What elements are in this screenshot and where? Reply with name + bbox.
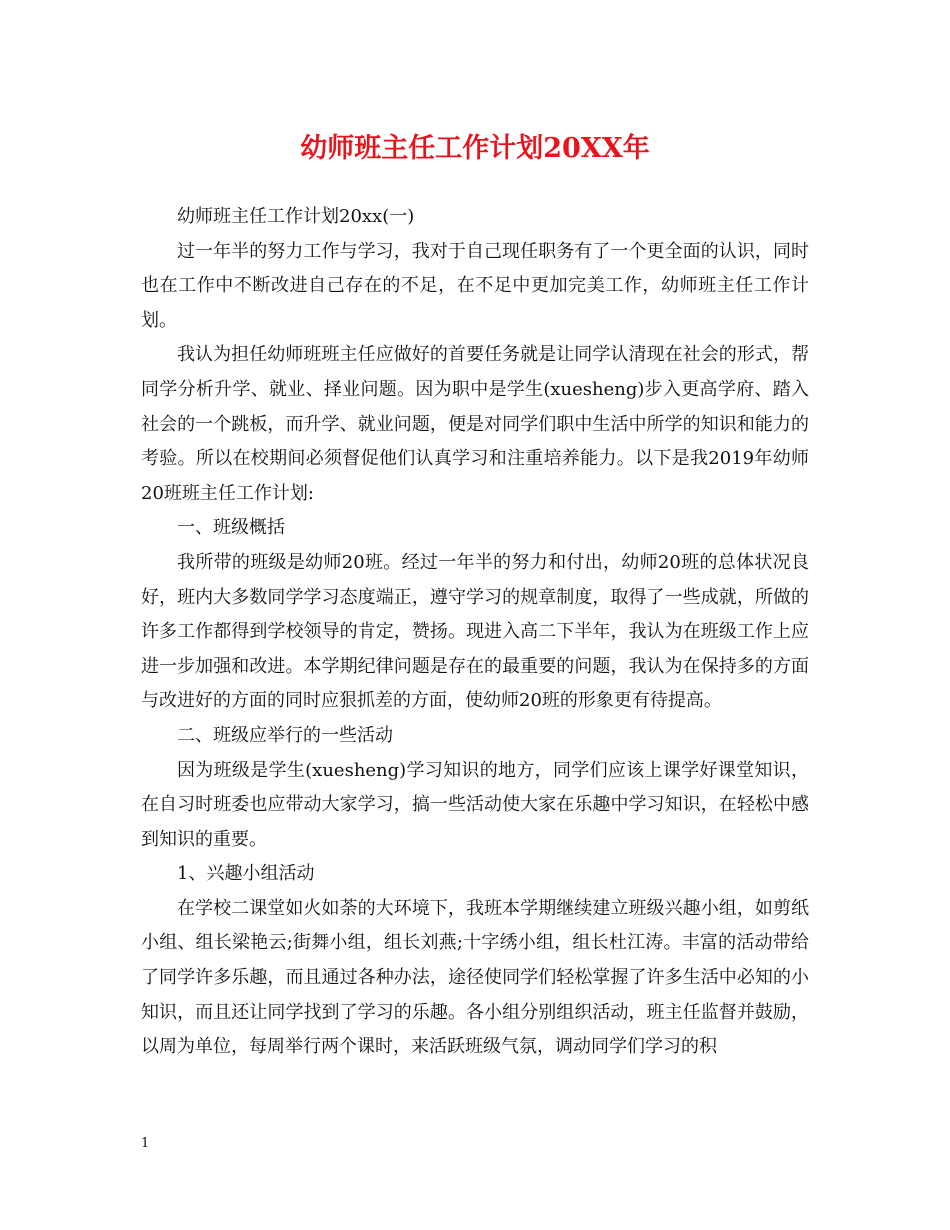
- subsection-heading: 1、兴趣小组活动: [177, 863, 315, 885]
- page-number: 1: [141, 1136, 150, 1151]
- section-heading: 二、班级应举行的一些活动: [177, 724, 393, 746]
- paragraph: 我所带的班级是幼师20班。经过一年半的努力和付出，幼师20班的总体状况良好，班内大多数同学学习态度端正，遵守学习的规章制度，取得了一些成就，所做的许多工作都得到学校领导的肯定，赞扬。现进入高二下半年，我认为在班级工作上应进一步加强和改进。本学期纪律问题是存在的最重要的问题，我认为在保持多的方面与改进好的方面的同时应狠抓差的方面，使幼师20班的形象更有待提高。: [141, 551, 809, 712]
- document-title: 幼师班主任工作计划20XX年: [300, 133, 650, 164]
- paragraph: 在学校二课堂如火如荼的大环境下，我班本学期继续建立班级兴趣小组，如剪纸小组、组长梁艳云;街舞小组，组长刘燕;十字绣小组，组长杜江涛。丰富的活动带给了同学许多乐趣，而且通过各种办法，途径使同学们轻松掌握了许多生活中必知的小知识，而且还让同学找到了学习的乐趣。各小组分别组织活动，班主任监督并鼓励，以周为单位，每周举行两个课时，来活跃班级气氛，调动同学们学习的积: [141, 897, 809, 1058]
- paragraph: 因为班级是学生(xuesheng)学习知识的地方，同学们应该上课学好课堂知识，在自习时班委也应带动大家学习，搞一些活动使大家在乐趣中学习知识，在轻松中感到知识的重要。: [141, 759, 809, 850]
- section-heading: 一、班级概括: [177, 517, 285, 539]
- paragraph-subtitle: 幼师班主任工作计划20xx(一): [177, 206, 415, 227]
- paragraph: 过一年半的努力工作与学习，我对于自己现任职务有了一个更全面的认识，同时也在工作中不断改进自己存在的不足，在不足中更加完美工作，幼师班主任工作计划。: [141, 240, 809, 331]
- paragraph: 我认为担任幼师班班主任应做好的首要任务就是让同学认清现在社会的形式，帮同学分析升学、就业、择业问题。因为职中是学生(xuesheng)步入更高学府、踏入社会的一个跳板，而升学、就业问题，便是对同学们职中生活中所学的知识和能力的考验。所以在校期间必须督促他们认真学习和注重培养能力。以下是我2019年幼师20班班主任工作计划:: [141, 344, 809, 504]
- document-body: [141, 200, 809, 1065]
